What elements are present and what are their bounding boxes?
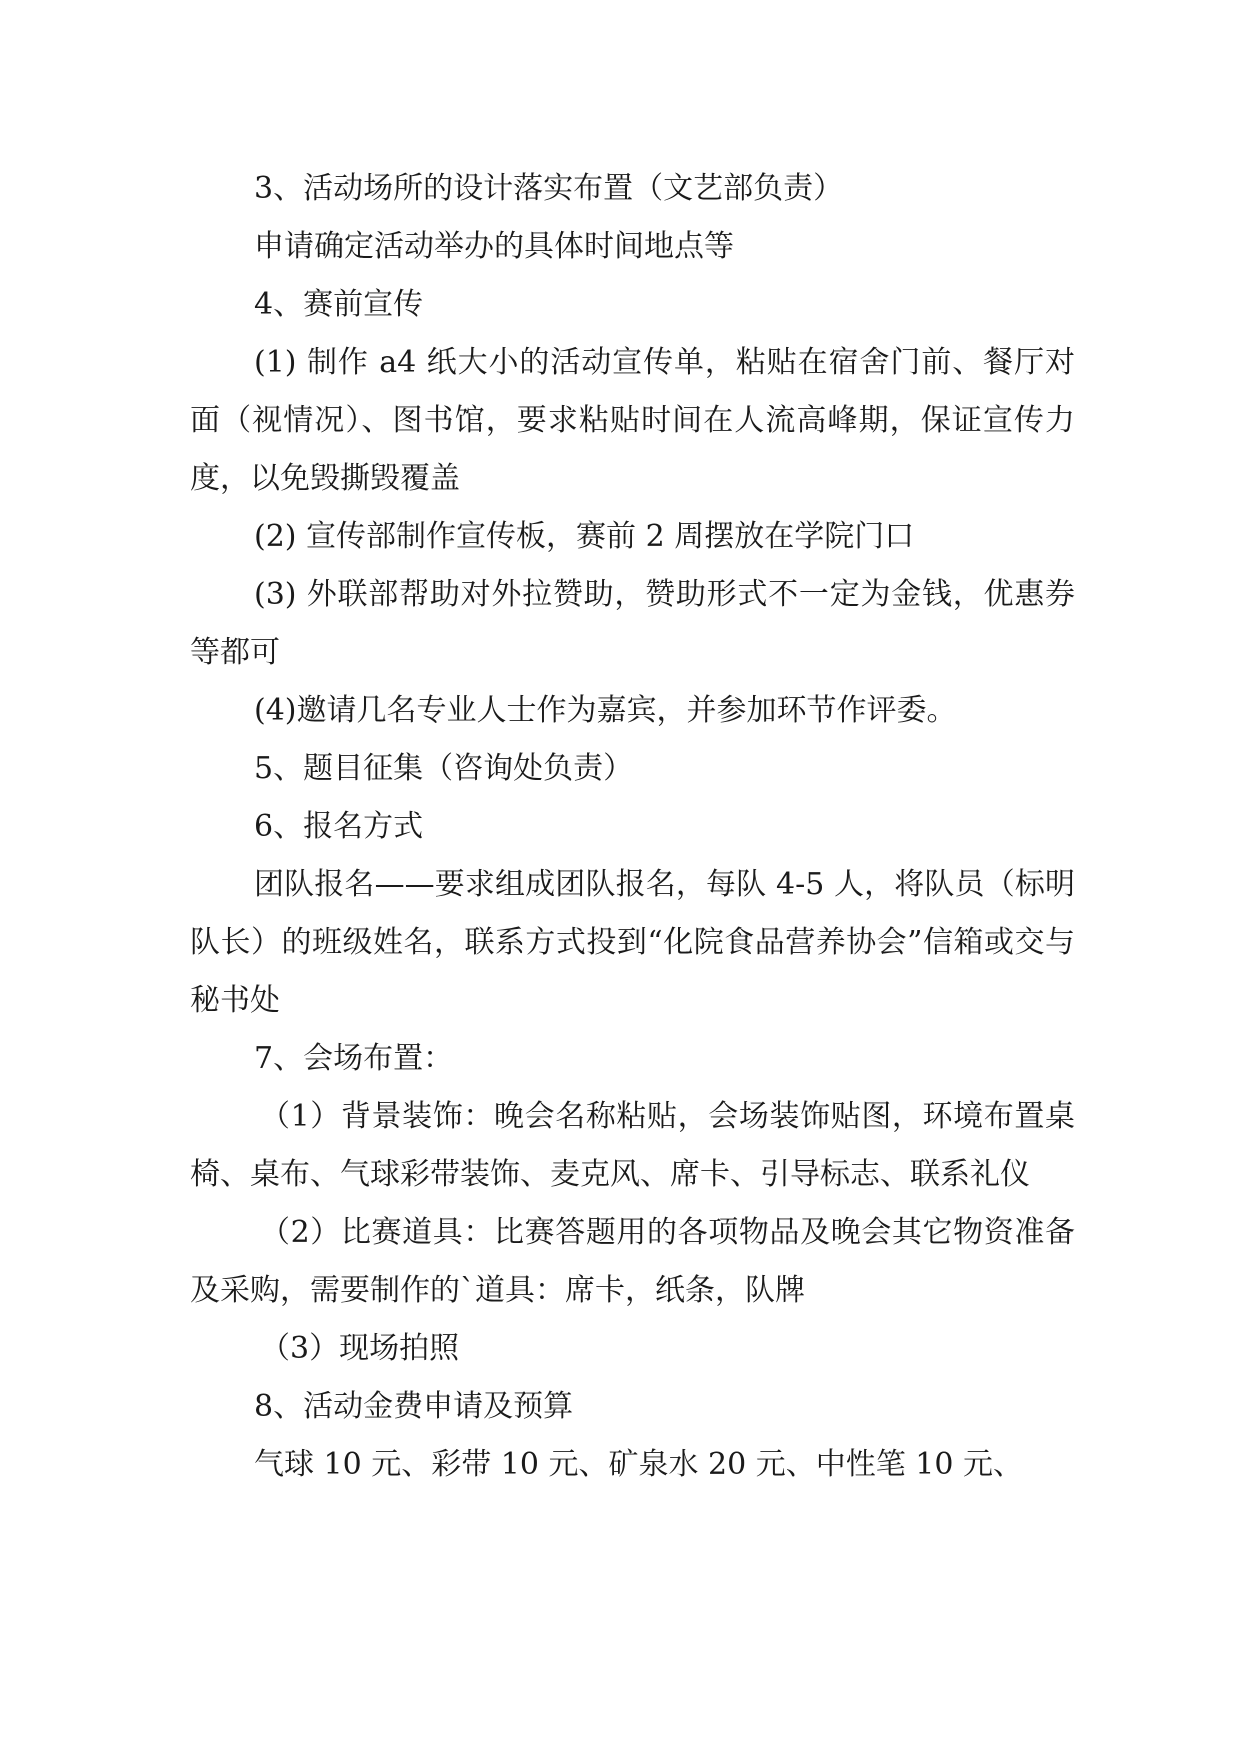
paragraph-publicity-item-4: (4)邀请几名专业人士作为嘉宾，并参加环节作评委。 [254, 693, 957, 728]
section-6-heading: 6、报名方式 [254, 809, 424, 844]
paragraph-team-registration: 团队报名——要求组成团队报名，每队 4-5 人，将队员（标明队长）的班级姓名，联系方式投到“化院食品营养协会”信箱或交与秘书处 [190, 867, 1075, 1018]
paragraph-venue-item-3: （3）现场拍照 [260, 1331, 460, 1366]
paragraph-publicity-item-2: (2) 宣传部制作宣传板，赛前 2 周摆放在学院门口 [254, 519, 915, 554]
section-7-heading: 7、会场布置： [254, 1041, 454, 1076]
paragraph-publicity-item-1: (1) 制作 a4 纸大小的活动宣传单，粘贴在宿舍门前、餐厅对面（视情况）、图书馆，要求粘贴时间在人流高峰期，保证宣传力度，以免毁撕毁覆盖 [190, 345, 1075, 496]
paragraph-budget-items: 气球 10 元、彩带 10 元、矿泉水 20 元、中性笔 10 元、 [254, 1447, 1023, 1482]
paragraph-venue-request: 申请确定活动举办的具体时间地点等 [254, 229, 734, 264]
section-3-heading: 3、活动场所的设计落实布置（文艺部负责） [254, 171, 844, 206]
paragraph-publicity-item-3: (3) 外联部帮助对外拉赞助，赞助形式不一定为金钱，优惠券等都可 [190, 577, 1075, 670]
section-5-heading: 5、题目征集（咨询处负责） [254, 751, 634, 786]
paragraph-venue-item-1: （1）背景装饰：晚会名称粘贴，会场装饰贴图，环境布置桌椅、桌布、气球彩带装饰、麦克风、席卡、引导标志、联系礼仪 [190, 1099, 1075, 1192]
section-4-heading: 4、赛前宣传 [254, 287, 424, 322]
paragraph-venue-item-2: （2）比赛道具：比赛答题用的各项物品及晚会其它物资准备及采购，需要制作的`道具：席卡，纸条，队牌 [190, 1215, 1075, 1308]
document-body [190, 160, 1075, 1494]
section-8-heading: 8、活动金费申请及预算 [254, 1389, 574, 1424]
